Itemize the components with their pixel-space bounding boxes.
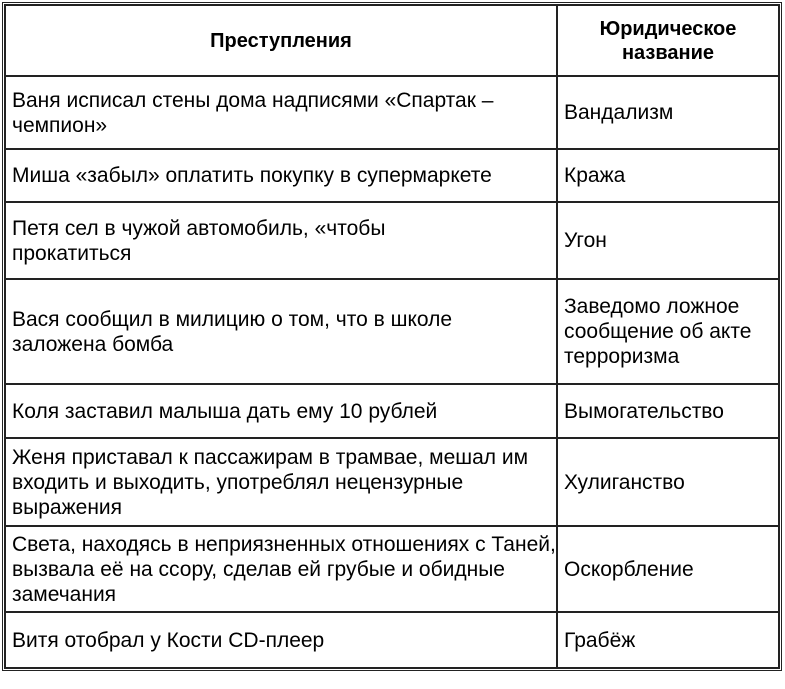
crime-cell: Коля заставил малыша дать ему 10 рублей [5,384,557,438]
table-row [5,384,779,438]
table-row [5,149,779,202]
header-crimes: Преступления [5,5,557,76]
legal-name-cell: Грабёж [557,612,779,668]
crime-cell: Витя отобрал у Кости CD-плеер [5,612,557,668]
crime-cell: Вася сообщил в милицию о том, что в школе заложена бомба [5,279,557,384]
table-row [5,202,779,279]
crime-cell: Миша «забыл» оплатить покупку в супермаркете [5,149,557,202]
crime-cell: Петя сел в чужой автомобиль, «чтобы прокатиться [5,202,557,279]
legal-name-cell: Хулиганство [557,438,779,526]
legal-name-cell: Оскорбление [557,526,779,612]
legal-name-cell: Вандализм [557,76,779,149]
table-row [5,526,779,612]
table-row [5,438,779,526]
crimes-table [2,2,782,671]
crime-cell: Ваня исписал стены дома надписями «Спартак – чемпион» [5,76,557,149]
legal-name-cell: Вымогательство [557,384,779,438]
header-legal-name: Юридическое название [557,5,779,76]
table-row [5,76,779,149]
crime-cell: Женя приставал к пассажирам в трамвае, мешал им входить и выходить, употреблял нецензурные выражения [5,438,557,526]
table-row [5,612,779,668]
crime-cell: Света, находясь в неприязненных отношениях с Таней, вызвала её на ссору, сделав ей грубые и обидные замечания [5,526,557,612]
table-row [5,279,779,384]
legal-name-cell: Угон [557,202,779,279]
legal-name-cell: Заведомо ложное сообщение об акте терроризма [557,279,779,384]
table-header-row [5,5,779,76]
legal-name-cell: Кража [557,149,779,202]
